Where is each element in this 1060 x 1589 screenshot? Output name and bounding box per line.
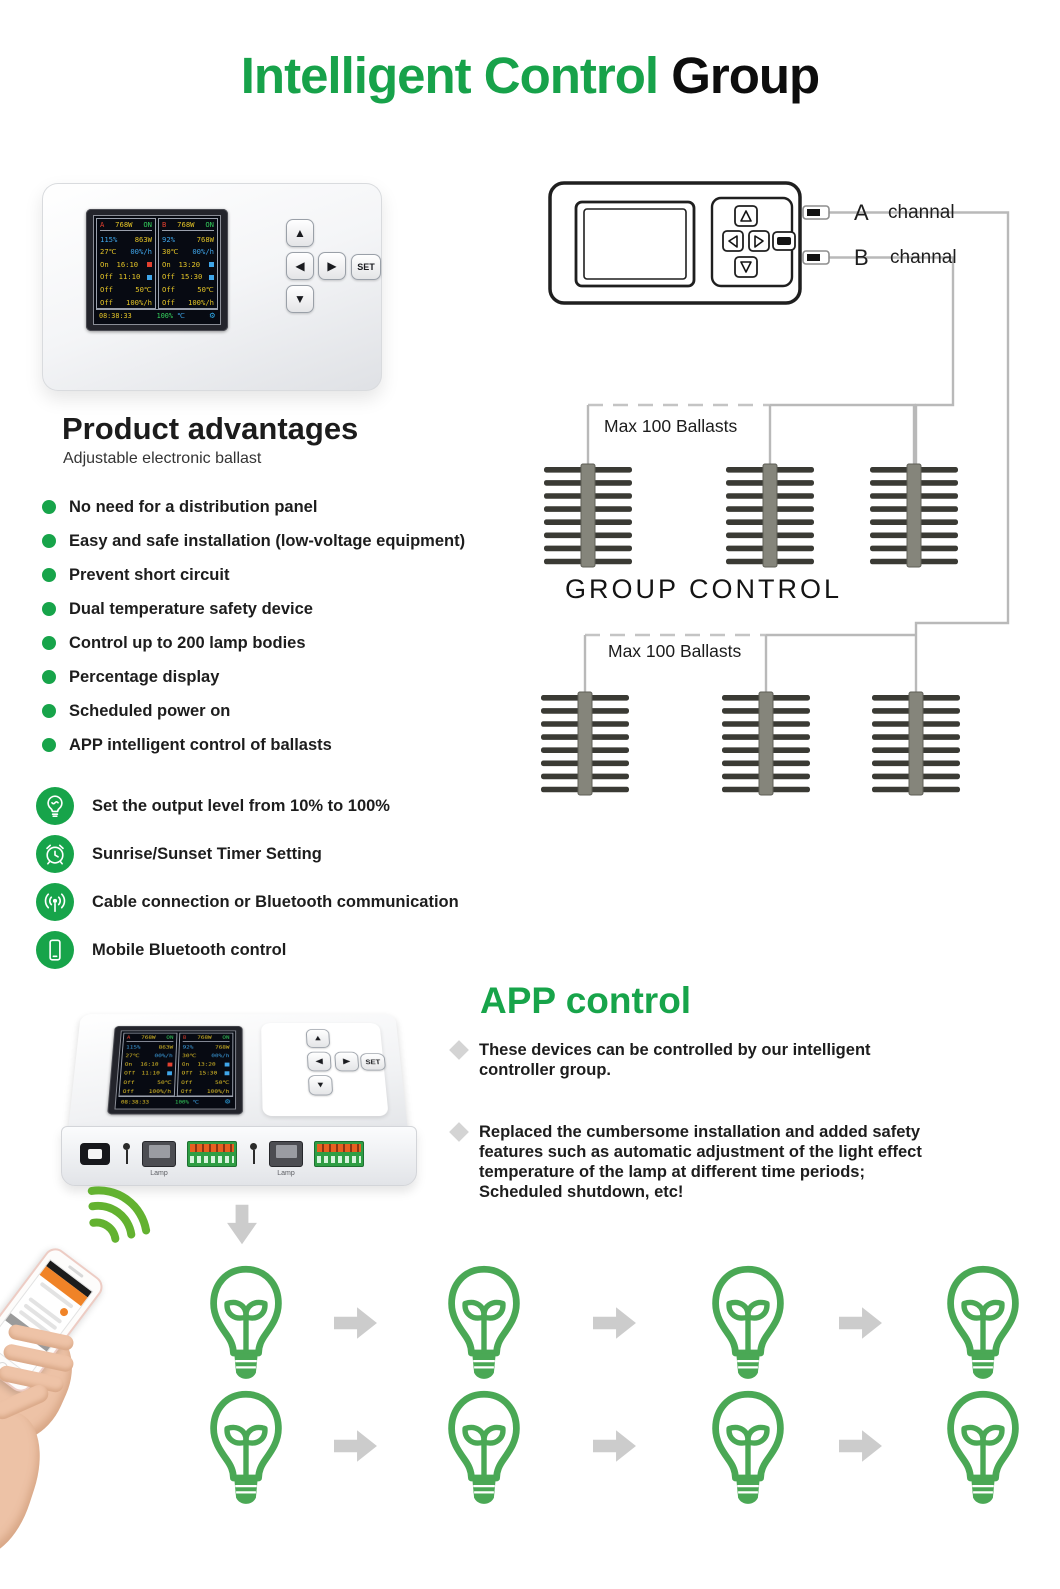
antenna-port: [248, 1143, 258, 1165]
title-green: Intelligent Control: [240, 47, 659, 104]
list-item: APP intelligent control of ballasts: [42, 728, 465, 762]
gear-icon: ⚙: [209, 310, 215, 321]
light-fixture: [722, 692, 810, 795]
channel-b-word: channal: [890, 247, 957, 268]
ports-row: [62, 1127, 416, 1177]
grow-bulb-icon: [937, 1388, 1029, 1514]
channel-b-wire: [828, 258, 953, 468]
channel-a-connector: [803, 206, 829, 219]
right-button: ▶: [334, 1052, 359, 1072]
grow-bulb-icon: [200, 1388, 292, 1514]
controller-photo: [42, 183, 382, 391]
bullet-dot: [42, 568, 56, 582]
controller-drawing: [550, 183, 829, 303]
left-button: ◀: [286, 252, 314, 280]
bullet-dot: [42, 602, 56, 616]
up-button: ▲: [286, 219, 314, 247]
grow-bulb-icon: [702, 1263, 794, 1389]
list-item: Prevent short circuit: [42, 558, 465, 592]
lcd-a-channel: A: [100, 220, 105, 229]
lcd-panel-a: A 768W ON 115% 863W 27℃ 00%/h On 16:10 Off 11:10 Off 50℃ Off 100%/h: [118, 1033, 177, 1096]
bullet-dot: [42, 636, 56, 650]
channel-b-label: B: [854, 245, 869, 270]
bullet-dot: [42, 738, 56, 752]
up-button: [735, 206, 757, 226]
lcd-b-watt: 768W: [177, 220, 195, 229]
down-button: [735, 257, 757, 277]
list-item: Replaced the cumbersome installation and added safety features such as automatic adjustment of the light effect temperature of the lamp at different time periods; Scheduled shutdown, etc!: [452, 1122, 922, 1202]
controller-keypad: [261, 1023, 389, 1116]
list-item: Dual temperature safety device: [42, 592, 465, 626]
grow-bulb-icon: [937, 1263, 1029, 1389]
list-item: These devices can be controlled by our intelligent controller group.: [452, 1040, 922, 1080]
bullet-dot: [42, 670, 56, 684]
lamp-port: Lamp: [269, 1141, 303, 1167]
lcd-b-state: ON: [205, 220, 214, 229]
lcd-indicator: [147, 262, 152, 267]
grow-bulb-icon: [438, 1263, 530, 1389]
down-arrow-icon: [226, 1204, 258, 1246]
lcd-display: [114, 1030, 236, 1109]
lcd-indicator: [147, 275, 152, 280]
advantages-list: [42, 490, 465, 762]
lcd-status-bar: 08:38:33 100% ℃ ⚙: [96, 309, 218, 322]
light-fixture: [872, 692, 960, 795]
light-fixture: [870, 464, 958, 567]
controller-lcd-screen: [86, 209, 228, 331]
advantages-heading: Product advantages: [62, 411, 359, 446]
channel-a-word: channal: [888, 202, 955, 223]
feature-list: [36, 782, 459, 974]
bullet-dot: [42, 534, 56, 548]
grow-bulb-icon: [438, 1388, 530, 1514]
lcd-indicator: [209, 275, 214, 280]
right-arrow-icon: [839, 1428, 883, 1464]
lcd-panel-b: B 768W ON 92% 768W 30℃ 00%/h On 13:20 Off 15:30 Off 50℃ Off 100%/h: [158, 218, 218, 309]
group-control-diagram: [520, 160, 1060, 820]
list-item: Percentage display: [42, 660, 465, 694]
bullet-dot: [42, 500, 56, 514]
lamp-port: Lamp: [142, 1141, 176, 1167]
controller-top-face: [67, 1014, 409, 1140]
app-toggle: [58, 1306, 69, 1317]
max-ballasts-label-top: Max 100 Ballasts: [604, 416, 738, 436]
advantages-subheading: Adjustable electronic ballast: [63, 450, 262, 467]
right-arrow-icon: [334, 1305, 378, 1341]
gear-icon: ⚙: [224, 1097, 231, 1106]
controller-lcd-screen: [107, 1026, 243, 1114]
controller-photo-3d: [55, 988, 427, 1193]
diamond-bullet: [449, 1122, 469, 1142]
set-button: SET: [360, 1053, 386, 1070]
grow-bulb-icon: [702, 1388, 794, 1514]
page-title: [0, 46, 1060, 105]
lcd-indicator: [209, 262, 214, 267]
app-control-heading: APP control: [480, 980, 692, 1021]
controller-ports-face: [61, 1126, 417, 1186]
bulb-icon: [36, 787, 74, 825]
diamond-bullet: [449, 1040, 469, 1060]
smartphone-icon: [36, 931, 74, 969]
list-item: Sunrise/Sunset Timer Setting: [36, 830, 459, 878]
list-item: Easy and safe installation (low-voltage equipment): [42, 524, 465, 558]
list-item: Mobile Bluetooth control: [36, 926, 459, 974]
channel-a-label: A: [854, 200, 869, 225]
right-button: [749, 231, 769, 251]
list-item: Control up to 200 lamp bodies: [42, 626, 465, 660]
list-item: Scheduled power on: [42, 694, 465, 728]
lcd-status-bar: 08:38:33 100% ℃ ⚙: [118, 1096, 234, 1107]
group-control-label: GROUP CONTROL: [565, 574, 843, 604]
signal-icon: [36, 883, 74, 921]
light-fixture: [726, 464, 814, 567]
right-button: ▶: [318, 252, 346, 280]
list-item: Cable connection or Bluetooth communication: [36, 878, 459, 926]
list-item: No need for a distribution panel: [42, 490, 465, 524]
set-button: SET: [351, 254, 381, 280]
lcd-a-watt: 768W: [115, 220, 133, 229]
dc-power-jack: [80, 1143, 110, 1165]
lcd-panel-b: B 768W ON 92% 768W 30℃ 00%/h On 13:20 Off 15:30 Off 50℃ Off 100%/h: [177, 1033, 234, 1096]
max-ballasts-label-bottom: Max 100 Ballasts: [608, 641, 742, 661]
right-arrow-icon: [334, 1428, 378, 1464]
light-fixture: [544, 464, 632, 567]
right-arrow-icon: [593, 1305, 637, 1341]
antenna-port: [121, 1143, 131, 1165]
channel-b-connector: [803, 251, 829, 264]
terminal-block: [314, 1141, 364, 1167]
list-item: Set the output level from 10% to 100%: [36, 782, 459, 830]
lcd-a-state: ON: [143, 220, 152, 229]
grow-bulb-icon: [200, 1263, 292, 1389]
left-button: [723, 231, 743, 251]
down-button: ▼: [286, 285, 314, 313]
bullet-dot: [42, 704, 56, 718]
right-arrow-icon: [593, 1428, 637, 1464]
lcd-panel-a: A 768W ON 115% 863W 27℃ 00%/h On 16:10 Off 11:10 Off 50℃ Off 100%/h: [96, 218, 156, 309]
lcd-display: [93, 215, 221, 325]
channel-a-wire: [828, 213, 1008, 696]
left-button: ◀: [307, 1052, 332, 1072]
controller-keypad: [260, 219, 378, 325]
terminal-block: [187, 1141, 237, 1167]
alarm-clock-icon: [36, 835, 74, 873]
lcd-time: 08:38:33: [99, 312, 132, 320]
down-button: ▼: [308, 1075, 333, 1095]
right-arrow-icon: [839, 1305, 883, 1341]
light-fixture: [541, 692, 629, 795]
up-button: ▲: [306, 1029, 330, 1048]
lcd-b-channel: B: [162, 220, 167, 229]
title-black: Group: [658, 47, 820, 104]
